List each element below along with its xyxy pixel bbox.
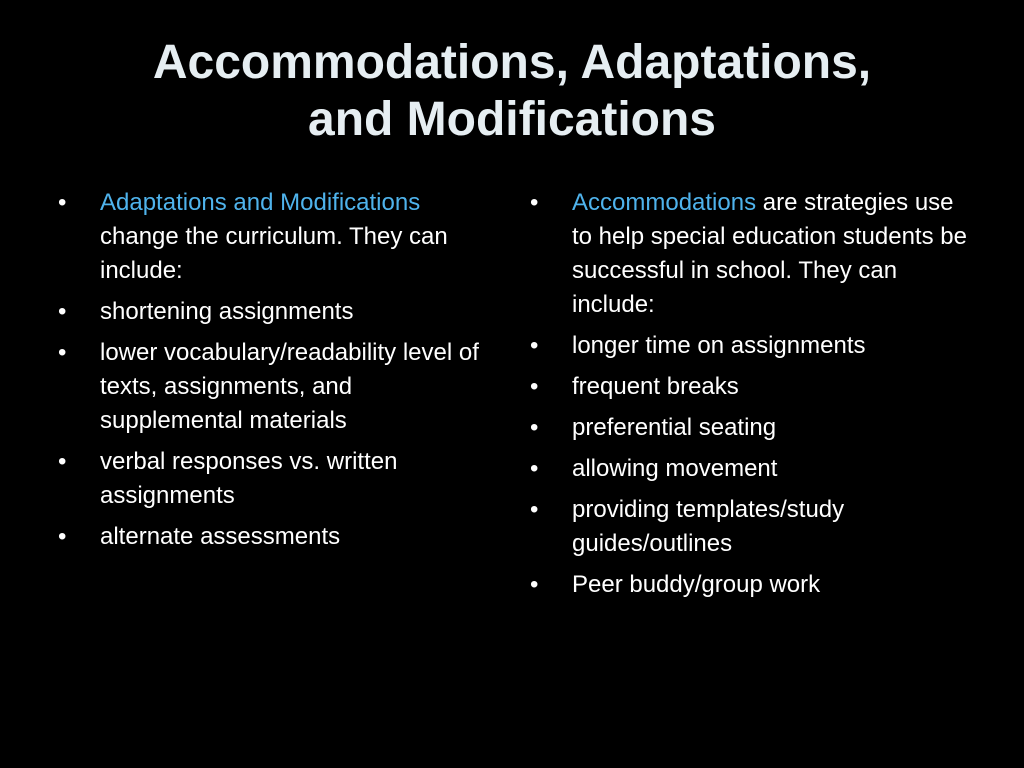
- left-list-item: [58, 445, 498, 513]
- right-intro-text: are strategies use to help special education students be successful in school. They can include:: [572, 189, 967, 318]
- right-list-item-text: frequent breaks: [572, 373, 739, 400]
- bullet-icon: •: [530, 455, 539, 482]
- left-list-item-text: alternate assessments: [100, 523, 341, 550]
- bullet-icon: •: [530, 373, 539, 400]
- bullet-icon: •: [58, 523, 67, 550]
- right-list-item-text: Peer buddy/group work: [572, 571, 821, 598]
- left-list-item-text: lower vocabulary/readability level of texts, assignments, and supplemental materials: [100, 339, 479, 434]
- slide-title-line-2: and Modifications: [308, 93, 716, 146]
- right-list-item-text: preferential seating: [572, 414, 777, 441]
- right-list-item: [530, 411, 970, 445]
- bullet-icon: •: [58, 298, 67, 325]
- slide-title-line-1: Accommodations, Adaptations,: [152, 36, 872, 89]
- right-list-item-text: providing templates/study guides/outlines: [572, 496, 845, 557]
- right-list-item: [530, 493, 970, 561]
- bullet-icon: •: [58, 339, 67, 366]
- bullet-icon: •: [530, 496, 539, 523]
- right-bullet-list: [530, 186, 970, 609]
- right-list-item: [530, 568, 970, 602]
- right-intro-highlight: Accommodations: [572, 189, 757, 216]
- left-list-item-text: shortening assignments: [100, 298, 354, 325]
- left-list-item: [58, 520, 498, 554]
- left-list-item-text: verbal responses vs. written assignments: [100, 448, 398, 509]
- bullet-icon: •: [530, 571, 539, 598]
- slide-title: [40, 34, 984, 148]
- bullet-icon: •: [58, 189, 67, 216]
- bullet-icon: •: [530, 414, 539, 441]
- left-bullet-list: [58, 186, 498, 561]
- left-list-item: [58, 336, 498, 438]
- right-intro-item: [530, 186, 970, 322]
- right-list-item-text: allowing movement: [572, 455, 778, 482]
- right-list-item: [530, 452, 970, 486]
- left-list-item: [58, 295, 498, 329]
- left-intro-text: change the curriculum. They can include:: [100, 223, 448, 284]
- right-list-item: [530, 370, 970, 404]
- bullet-icon: •: [530, 189, 539, 216]
- right-list-item: [530, 329, 970, 363]
- left-intro-item: [58, 186, 498, 288]
- bullet-icon: •: [530, 332, 539, 359]
- left-intro-highlight: Adaptations and Modifications: [100, 189, 421, 216]
- bullet-icon: •: [58, 448, 67, 475]
- right-list-item-text: longer time on assignments: [572, 332, 866, 359]
